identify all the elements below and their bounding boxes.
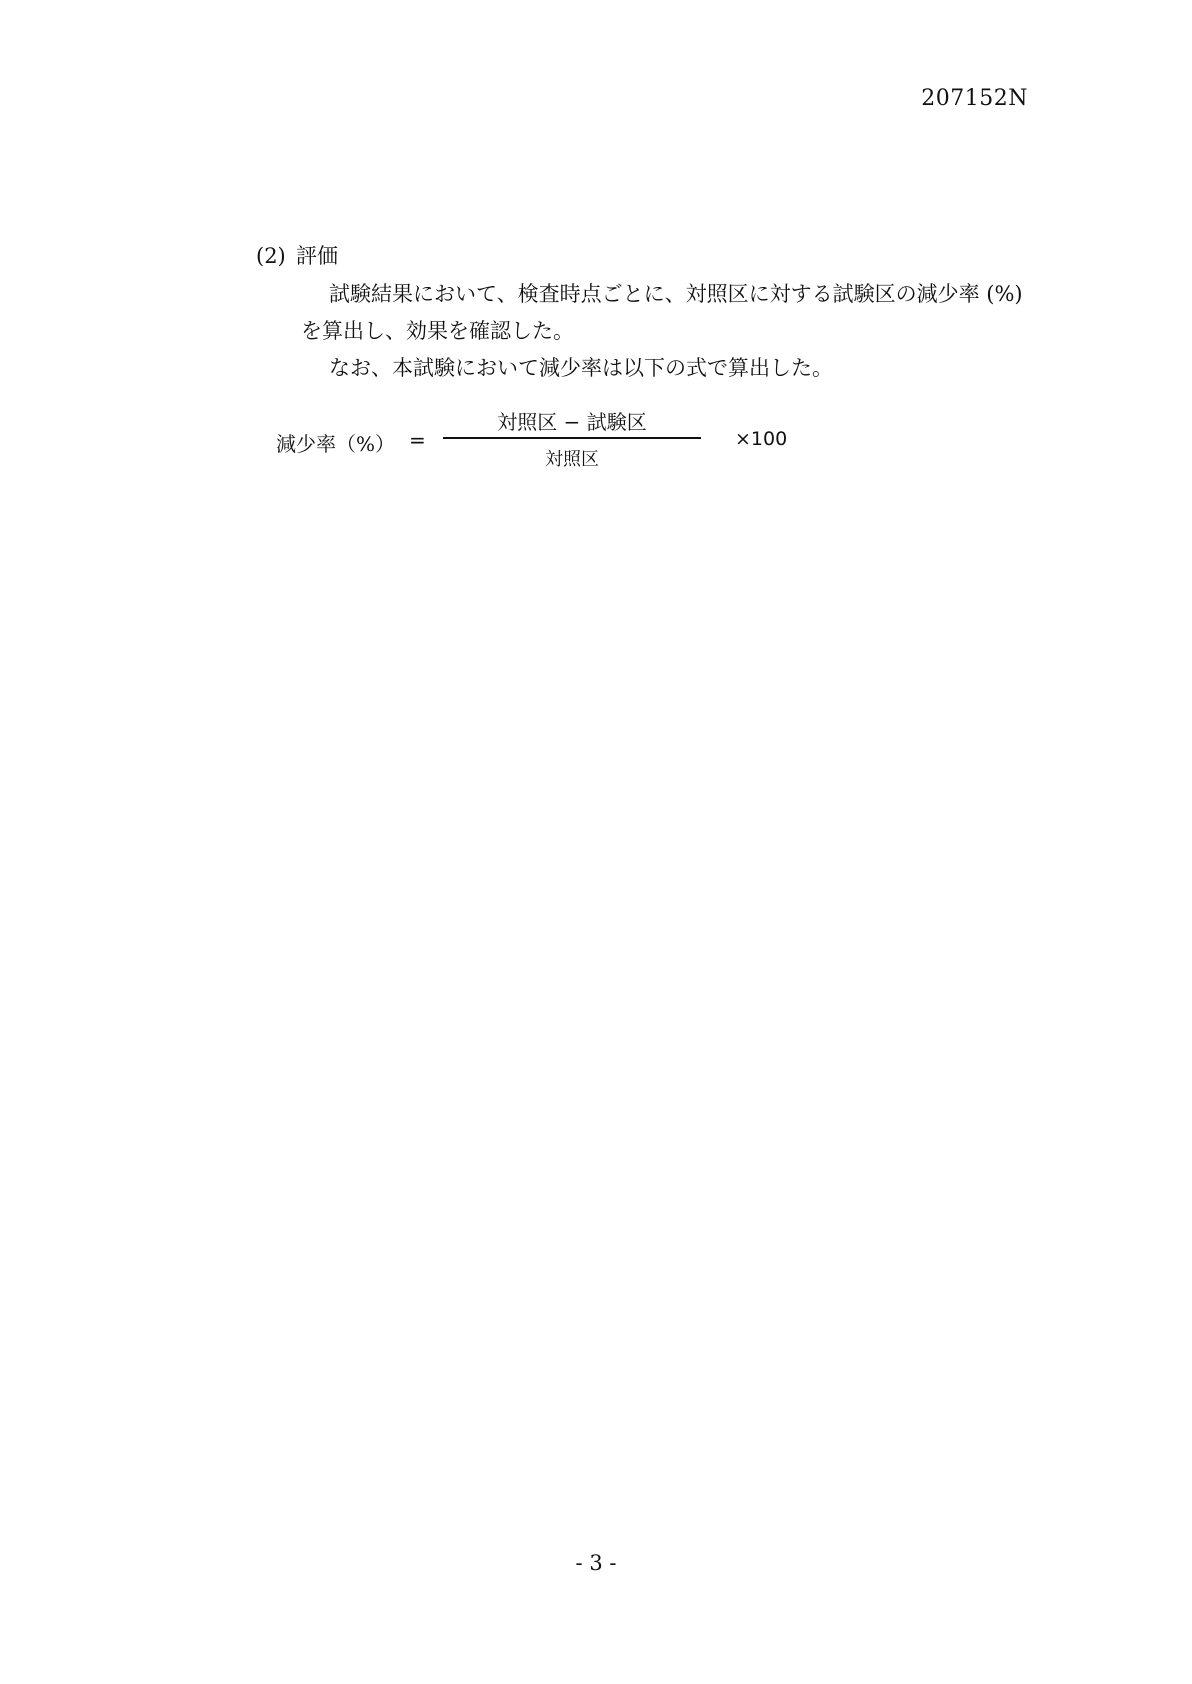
formula-lhs: 減少率（%）	[276, 432, 396, 456]
paragraph-2: なお、本試験において減少率は以下の式で算出した。	[329, 356, 833, 380]
section-heading	[256, 240, 338, 270]
formula-numerator: 対照区 − 試験区	[497, 410, 647, 434]
formula-equals: =	[409, 428, 426, 452]
formula-multiplier: ×100	[735, 428, 788, 450]
formula-denominator: 対照区	[545, 449, 599, 470]
page-number: - 3 -	[575, 1551, 617, 1575]
paragraph-1-line-2: を算出し、効果を確認した。	[301, 319, 574, 343]
section-title: 評価	[296, 244, 338, 268]
fraction-bar	[443, 437, 701, 439]
reduction-rate-formula	[276, 398, 836, 478]
document-id: 207152N	[921, 86, 1028, 111]
paragraph-1-line-1: 試験結果において、検査時点ごとに、対照区に対する試験区の減少率 (%)	[329, 282, 1023, 306]
section-number: (2)	[256, 244, 286, 268]
